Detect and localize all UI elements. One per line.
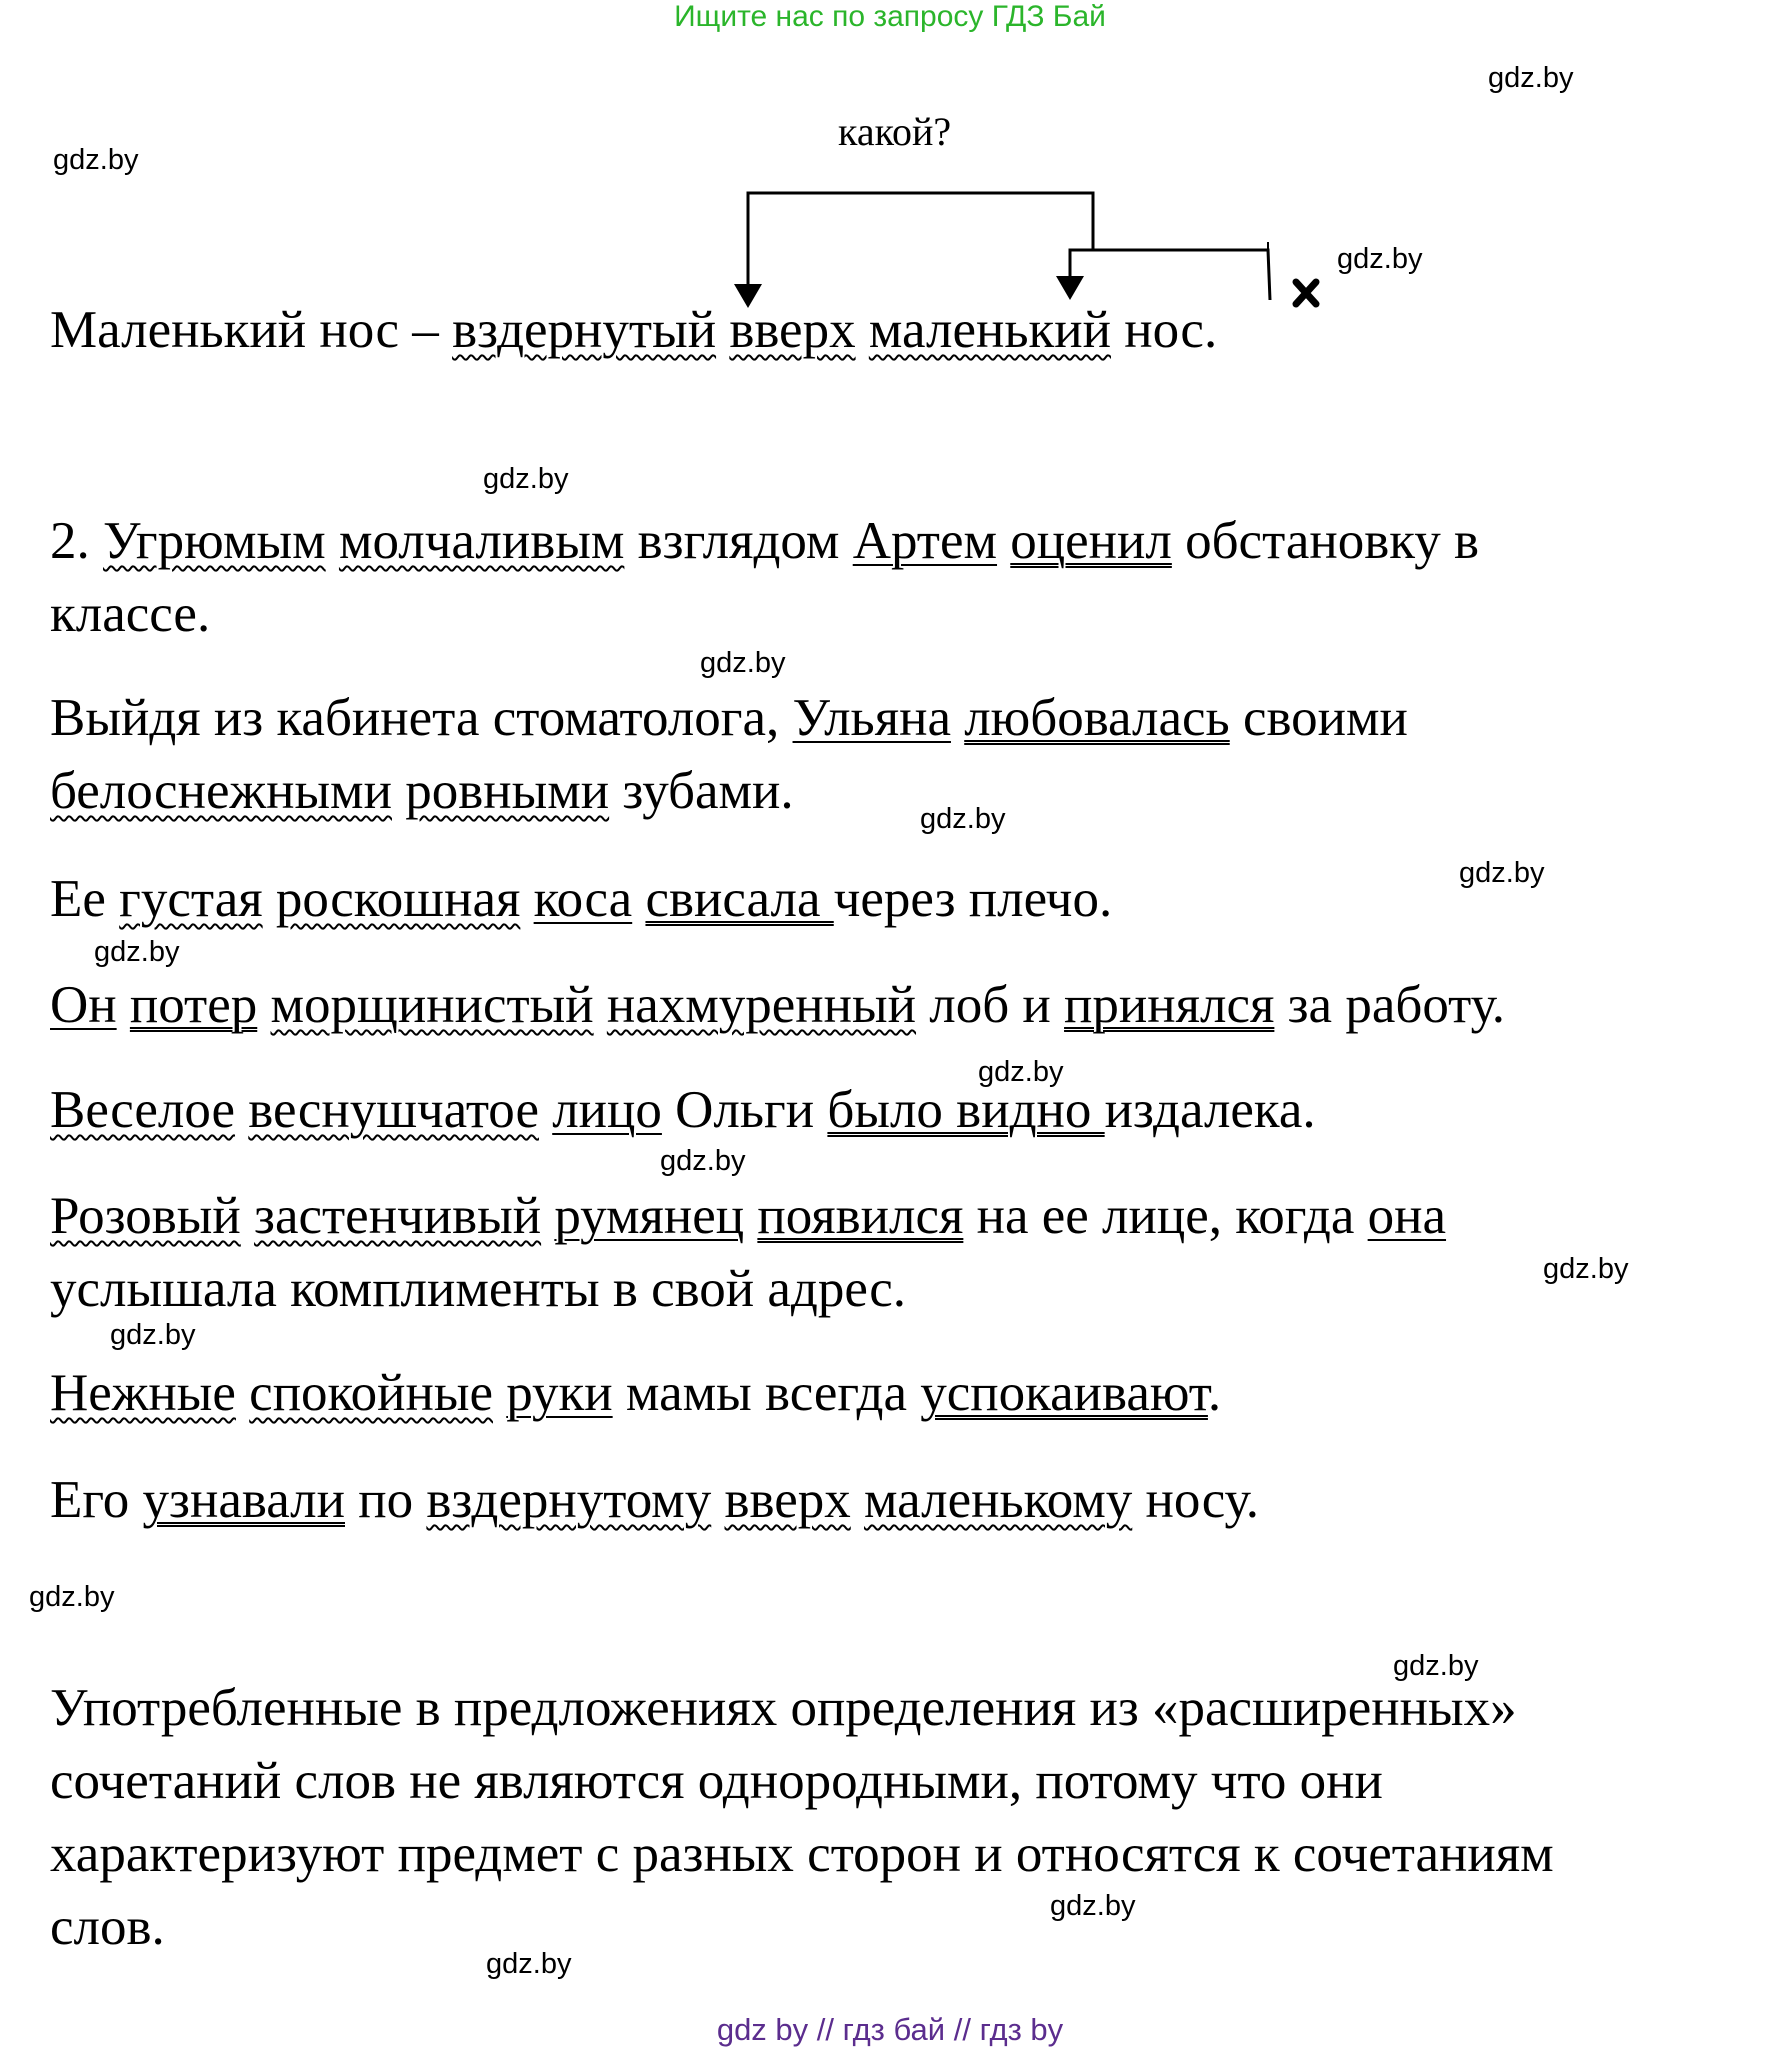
predicate-word: успокаивают	[920, 1364, 1208, 1422]
predicate-word: оценил	[1010, 512, 1172, 570]
attribute-word: морщинистый	[270, 976, 594, 1034]
watermark: gdz.by	[94, 936, 180, 968]
predicate-word: свисала	[645, 870, 834, 928]
word: Ее	[50, 870, 120, 928]
footer-banner	[0, 2012, 1780, 2048]
watermark: gdz.by	[110, 1319, 196, 1351]
subject-word: румянец	[554, 1187, 745, 1245]
footer-separator: //	[953, 2012, 971, 2047]
attribute-word: нахмуренный	[606, 976, 917, 1034]
word: Выйдя из кабинета стоматолога,	[50, 689, 793, 747]
footer-link[interactable]: gdz by	[716, 2012, 809, 2047]
sentence-2	[50, 682, 1408, 754]
sentence-2-cont	[50, 755, 794, 827]
word: за работу.	[1274, 976, 1506, 1034]
subject-word: руки	[506, 1364, 613, 1422]
attribute-word: молчаливым	[338, 512, 625, 570]
predicate-word: было видно	[827, 1081, 1105, 1139]
conclusion-line-3: характеризуют предмет с разных сторон и относятся к сочетаниям	[50, 1825, 1554, 1883]
watermark: gdz.by	[978, 1056, 1064, 1088]
attribute-word: густая	[119, 870, 263, 928]
watermark: gdz.by	[1337, 243, 1423, 275]
conclusion-line-1: Употребленные в предложениях определения из «расширенных»	[50, 1679, 1517, 1737]
watermark: gdz.by	[53, 144, 139, 176]
word-wavy: маленький	[868, 301, 1111, 359]
watermark: gdz.by	[1050, 1890, 1136, 1922]
footer-link[interactable]: гдз by	[979, 2012, 1064, 2047]
sentence-1-cont: классе.	[50, 585, 211, 643]
word: Маленький нос –	[50, 301, 453, 359]
footer-link[interactable]: гдз бай	[842, 2012, 946, 2047]
sentence-4	[50, 969, 1505, 1041]
watermark: gdz.by	[1393, 1650, 1479, 1682]
word: мамы всегда	[612, 1364, 921, 1422]
conclusion-line-4: слов.	[50, 1898, 165, 1956]
sentence-6-cont: услышала комплименты в свой адрес.	[50, 1260, 906, 1318]
cross-icon	[1296, 282, 1316, 304]
attribute-word: ровными	[405, 762, 610, 820]
attribute-word: Веселое	[50, 1081, 236, 1139]
predicate-word: принялся	[1064, 976, 1275, 1034]
scheme-bracket-main	[748, 193, 1093, 300]
attribute-word: застенчивый	[254, 1187, 542, 1245]
word: .	[1207, 1364, 1222, 1422]
attribute-word: маленькому	[864, 1471, 1133, 1529]
top-banner: Ищите нас по запросу ГДЗ Бай	[674, 0, 1106, 33]
word-wavy: вздернутый	[452, 301, 717, 359]
sentence-1	[50, 505, 1479, 577]
subject-word: лицо	[552, 1081, 662, 1139]
word: Его	[50, 1471, 143, 1529]
word: носу.	[1132, 1471, 1259, 1529]
sentence-3	[50, 863, 1112, 935]
watermark: gdz.by	[483, 463, 569, 495]
word: по	[345, 1471, 427, 1529]
predicate-word: появился	[757, 1187, 964, 1245]
predicate-word: потер	[129, 976, 258, 1034]
word: лоб и	[916, 976, 1065, 1034]
predicate-word: любовалась	[964, 689, 1230, 747]
watermark: gdz.by	[1543, 1253, 1629, 1285]
sentence-8	[50, 1464, 1259, 1536]
watermark: gdz.by	[1459, 857, 1545, 889]
attribute-word: спокойные	[249, 1364, 493, 1422]
predicate-word: узнавали	[142, 1471, 345, 1529]
attribute-word: вверх	[724, 1471, 851, 1529]
sentence-7	[50, 1357, 1221, 1429]
subject-word: она	[1367, 1187, 1447, 1245]
attribute-word: Угрюмым	[103, 512, 326, 570]
attribute-word: белоснежными	[50, 762, 392, 820]
subject-word: Ульяна	[792, 689, 951, 747]
subject-word: Артем	[852, 512, 998, 570]
question-label: какой?	[838, 109, 952, 154]
sentence-5	[50, 1074, 1316, 1146]
watermark: gdz.by	[1488, 62, 1574, 94]
word: своими	[1229, 689, 1408, 747]
scheme-diagram	[0, 0, 1780, 340]
sentence-6	[50, 1180, 1446, 1252]
word-wavy: вверх	[729, 301, 856, 359]
watermark: gdz.by	[660, 1145, 746, 1177]
word: издалека.	[1104, 1081, 1316, 1139]
watermark: gdz.by	[486, 1948, 572, 1980]
conclusion-line-2: сочетаний слов не являются однородными, потому что они	[50, 1752, 1383, 1810]
word: зубами.	[609, 762, 794, 820]
attribute-word: вздернутому	[426, 1471, 712, 1529]
word: обстановку в	[1171, 512, 1480, 570]
word: нос.	[1124, 301, 1218, 359]
scheme-sentence	[50, 294, 1217, 366]
word: взглядом	[624, 512, 853, 570]
word: через плечо.	[833, 870, 1113, 928]
word: Ольги	[661, 1081, 828, 1139]
attribute-word: роскошная	[275, 870, 521, 928]
word: 2.	[50, 512, 103, 570]
watermark: gdz.by	[29, 1581, 115, 1613]
word: на ее лице, когда	[963, 1187, 1368, 1245]
attribute-word: Розовый	[50, 1187, 241, 1245]
attribute-word: веснушчатое	[248, 1081, 539, 1139]
subject-word: коса	[533, 870, 633, 928]
attribute-word: Нежные	[50, 1364, 236, 1422]
subject-word: Он	[50, 976, 117, 1034]
footer-separator: //	[816, 2012, 835, 2047]
watermark: gdz.by	[700, 647, 786, 679]
watermark: gdz.by	[920, 803, 1006, 835]
scheme-bracket-inner	[1070, 250, 1270, 300]
